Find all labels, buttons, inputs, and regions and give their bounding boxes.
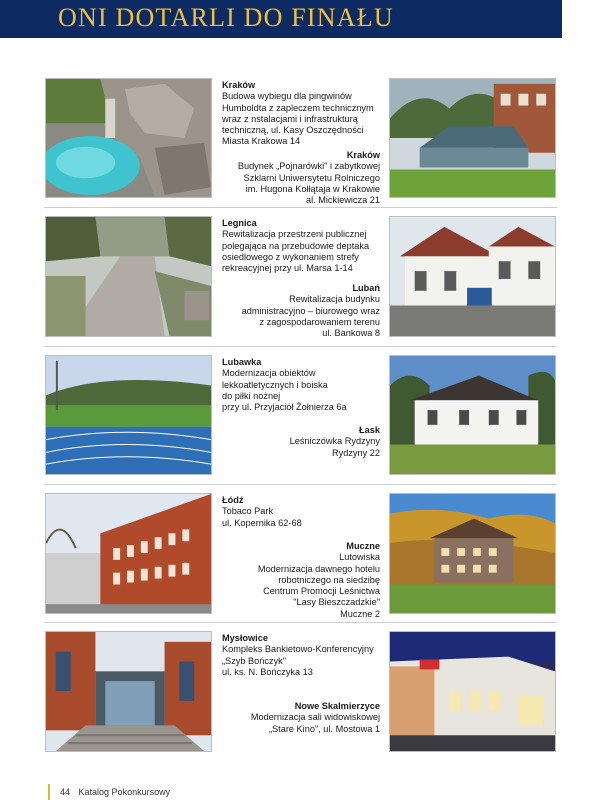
row5-right-city: Nowe Skalmierzyce xyxy=(294,701,380,711)
photo-stare-kino xyxy=(389,631,556,752)
row5-right-description: Modernizacja sali widowiskowej „Stare Kino", ul. Mostowa 1 xyxy=(250,712,380,734)
row-divider xyxy=(44,346,557,347)
photo-tobaco-park xyxy=(45,493,212,614)
page-title: ONI DOTARLI DO FINAŁU xyxy=(58,3,394,32)
row2-right-description: Rewitalizacja budynku administracyjno – biurowego wraz z zagospodarowaniem terenu ul. Bankowa 8 xyxy=(241,294,380,339)
footer-label: Katalog Pokonkursowy xyxy=(78,787,171,797)
row3-right-city: Łask xyxy=(359,425,380,435)
row3-left-description: Modernizacja obiektów lekkoatletycznych i boiska do piłki nożnej przy ul. Przyjaciół Żołnierza 6a xyxy=(222,368,347,413)
row4-right-city: Muczne xyxy=(346,541,380,551)
page-number: 44 xyxy=(60,787,71,797)
row4-left-city: Łódź xyxy=(222,495,244,505)
row2-left-city: Legnica xyxy=(222,218,257,228)
row1-left-city: Kraków xyxy=(222,80,256,90)
header-band xyxy=(0,0,562,38)
row4-right-description: Lutowiska Modernizacja dawnego hotelu robotniczego na siedzibę Centrum Promocji Leśnictwa "Lasy Bieszczadzkie" Muczne 2 xyxy=(257,552,380,619)
row-divider xyxy=(44,622,557,623)
photo-athletics-track xyxy=(45,355,212,475)
row4-left-description: Tobaco Park ul. Kopernika 62-68 xyxy=(222,506,302,528)
photo-forester-lodge xyxy=(389,355,556,475)
row3-left-city: Lubawka xyxy=(222,357,262,367)
row2-left-description: Rewitalizacja przestrzeni publicznej polegająca na przebudowie deptaka osiedlowego z wykonaniem strefy rekreacyjnej przy ul. Marsa 1-14 xyxy=(222,229,370,274)
photo-office-building xyxy=(389,216,556,337)
row3-right-description: Leśniczówka Rydzyny Rydzyny 22 xyxy=(289,436,380,458)
row-divider xyxy=(44,207,557,208)
photo-szyb-bonczyk xyxy=(45,631,212,752)
row1-left-description: Budowa wybiegu dla pingwinów Humboldta z zapleczem technicznym wraz z nstalacjami i infrastrukturą techniczną, ul. Kasy Oszczędności Miasta Krakowa 14 xyxy=(222,91,374,147)
row1-right-description: Budynek „Pojnarówki" i zabytkowej Szklarni Uniwersytetu Rolniczego im. Hugona Kołłątaja w Krakowie al. Mickiewicza 21 xyxy=(237,161,380,206)
row5-left-description: Kompleks Bankietowo-Konferencyjny „Szyb Bończyk" ul. ks. N. Bończyka 13 xyxy=(222,644,374,677)
row5-left-city: Mysłowice xyxy=(222,633,268,643)
row1-right-city: Kraków xyxy=(346,150,380,160)
photo-penguin-enclosure xyxy=(45,78,212,198)
row2-right-city: Lubań xyxy=(352,283,380,293)
page-footer xyxy=(48,784,170,800)
photo-greenhouse xyxy=(389,78,556,198)
photo-forestry-center xyxy=(389,493,556,614)
row-divider xyxy=(44,484,557,485)
photo-promenade xyxy=(45,216,212,337)
